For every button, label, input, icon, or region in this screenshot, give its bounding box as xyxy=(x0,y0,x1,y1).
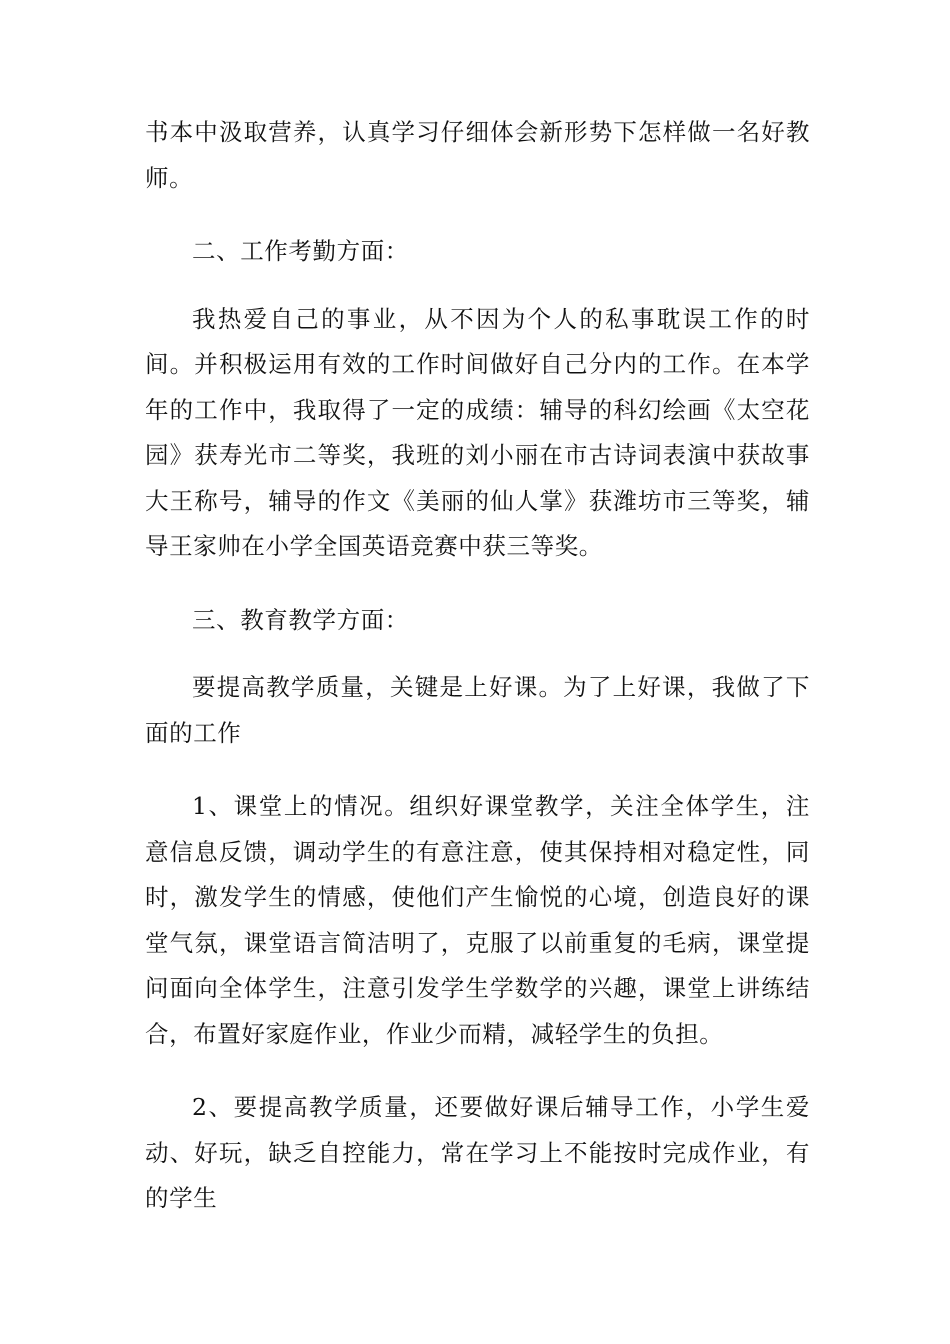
paragraph-attendance: 我热爱自己的事业，从不因为个人的私事耽误工作的时间。并积极运用有效的工作时间做好自己分内的工作。在本学年的工作中，我取得了一定的成绩：辅导的科幻绘画《太空花园》获寿光市二等奖，我班的刘小丽在市古诗词表演中获故事大王称号，辅导的作文《美丽的仙人掌》获潍坊市三等奖，辅导王家帅在小学全国英语竞赛中获三等奖。 xyxy=(145,304,810,560)
paragraph-teaching-intro: 要提高教学质量，关键是上好课。为了上好课，我做了下面的工作 xyxy=(145,673,810,747)
section-heading-attendance: 二、工作考勤方面： xyxy=(192,237,409,265)
paragraph-continuation: 书本中汲取营养，认真学习仔细体会新形势下怎样做一名好教师。 xyxy=(145,118,810,192)
paragraph-tutoring: 2、要提高教学质量，还要做好课后辅导工作，小学生爱动、好玩，缺乏自控能力，常在学习上不能按时完成作业，有的学生 xyxy=(145,1093,810,1212)
paragraph-classroom: 1、课堂上的情况。组织好课堂教学，关注全体学生，注意信息反馈，调动学生的有意注意，使其保持相对稳定性，同时，激发学生的情感，使他们产生愉悦的心境，创造良好的课堂气氛，课堂语言简洁明了，克服了以前重复的毛病，课堂提问面向全体学生，注意引发学生学数学的兴趣，课堂上讲练结合，布置好家庭作业，作业少而精，减轻学生的负担。 xyxy=(145,792,810,1048)
section-heading-teaching: 三、教育教学方面： xyxy=(192,605,409,634)
document-body xyxy=(145,110,810,1250)
